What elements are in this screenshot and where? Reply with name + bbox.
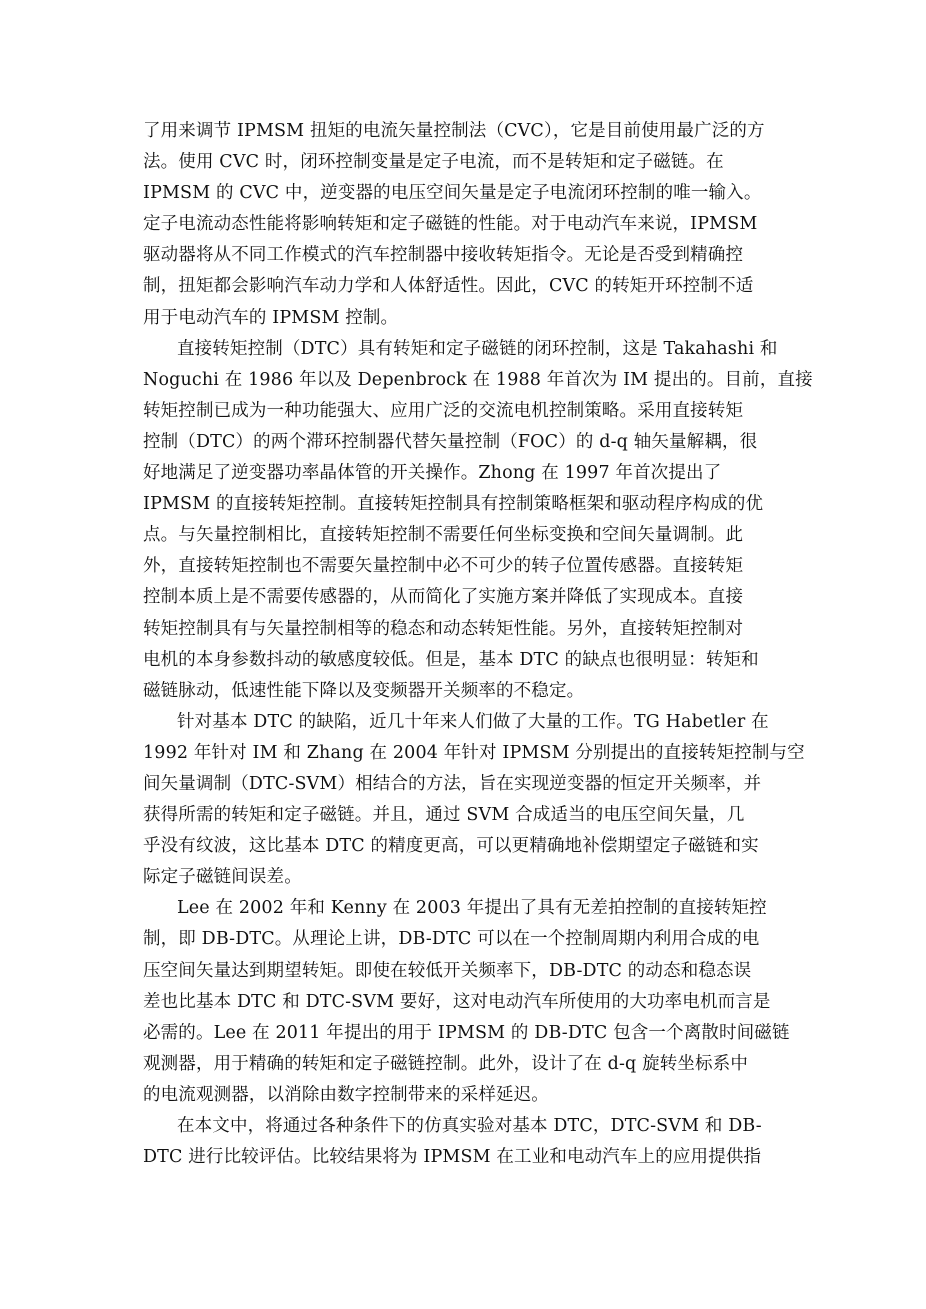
paragraph-line: 转矩控制已成为一种功能强大、应用广泛的交流电机控制策略。采用直接转矩 <box>143 400 744 421</box>
paragraph-line: 际定子磁链间误差。 <box>143 867 302 888</box>
paragraph-line: 点。与矢量控制相比，直接转矩控制不需要任何坐标变换和空间矢量调制。此 <box>143 525 744 546</box>
paragraph-line: 电机的本身参数抖动的敏感度较低。但是，基本 DTC 的缺点也很明显：转矩和 <box>143 649 759 670</box>
paragraph-line: 在本文中，将通过各种条件下的仿真实验对基本 DTC，DTC-SVM 和 DB- <box>177 1116 762 1136</box>
paragraph-line: 磁链脉动，低速性能下降以及变频器开关频率的不稳定。 <box>143 680 585 701</box>
paragraph-line: 好地满足了逆变器功率晶体管的开关操作。Zhong 在 1997 年首次提出了 <box>143 463 722 484</box>
paragraph-line: 必需的。Lee 在 2011 年提出的用于 IPMSM 的 DB-DTC 包含一个离散时间磁链 <box>143 1022 790 1043</box>
paragraph-line: 外，直接转矩控制也不需要矢量控制中必不可少的转子位置传感器。直接转矩 <box>143 556 744 577</box>
paragraph-line: 驱动器将从不同工作模式的汽车控制器中接收转矩指令。无论是否受到精确控 <box>143 245 744 266</box>
paragraph-line: 定子电流动态性能将影响转矩和定子磁链的性能。对于电动汽车来说，IPMSM <box>143 214 758 235</box>
paragraph-line: 观测器，用于精确的转矩和定子磁链控制。此外，设计了在 d-q 旋转坐标系中 <box>143 1053 748 1074</box>
paragraph-line: 针对基本 DTC 的缺陷，近几十年来人们做了大量的工作。TG Habetler 在 <box>177 711 769 732</box>
paragraph-line: 控制（DTC）的两个滞环控制器代替矢量控制（FOC）的 d-q 轴矢量解耦，很 <box>143 431 758 452</box>
paragraph <box>143 1111 791 1173</box>
paragraph-line: 乎没有纹波，这比基本 DTC 的精度更高，可以更精确地补偿期望定子磁链和实 <box>143 836 759 857</box>
paragraph-line: 控制本质上是不需要传感器的，从而简化了实施方案并降低了实现成本。直接 <box>143 587 744 608</box>
paragraph-line: 法。使用 CVC 时，闭环控制变量是定子电流，而不是转矩和定子磁链。在 <box>143 152 724 173</box>
paragraph-line: Lee 在 2002 年和 Kenny 在 2003 年提出了具有无差拍控制的直接转矩控 <box>177 898 767 919</box>
paragraph-line: 了用来调节 IPMSM 扭矩的电流矢量控制法（CVC），它是目前使用最广泛的方 <box>143 121 765 141</box>
paragraph-line: DTC 进行比较评估。比较结果将为 IPMSM 在工业和电动汽车上的应用提供指 <box>143 1147 762 1168</box>
paragraph-line: 1992 年针对 IM 和 Zhang 在 2004 年针对 IPMSM 分别提出的直接转矩控制与空 <box>143 742 805 763</box>
paragraph-line: 直接转矩控制（DTC）具有转矩和定子磁链的闭环控制，这是 Takahashi 和 <box>177 338 778 359</box>
paragraph <box>143 334 813 707</box>
paragraph-line: 间矢量调制（DTC-SVM）相结合的方法，旨在实现逆变器的恒定开关频率，并 <box>143 773 762 794</box>
body-text <box>143 116 813 1173</box>
paragraph-line: IPMSM 的 CVC 中，逆变器的电压空间矢量是定子电流闭环控制的唯一输入。 <box>143 183 762 204</box>
paragraph-line: 获得所需的转矩和定子磁链。并且，通过 SVM 合成适当的电压空间矢量，几 <box>143 805 745 826</box>
paragraph-line: 制，扭矩都会影响汽车动力学和人体舒适性。因此，CVC 的转矩开环控制不适 <box>143 276 754 297</box>
paragraph-line: 压空间矢量达到期望转矩。即使在较低开关频率下，DB-DTC 的动态和稳态误 <box>143 960 752 981</box>
paragraph-line: 用于电动汽车的 IPMSM 控制。 <box>143 307 399 328</box>
paragraph-line: 的电流观测器，以消除由数字控制带来的采样延迟。 <box>143 1084 549 1105</box>
paragraph-line: 转矩控制具有与矢量控制相等的稳态和动态转矩性能。另外，直接转矩控制对 <box>143 618 744 639</box>
paragraph-line: IPMSM 的直接转矩控制。直接转矩控制具有控制策略框架和驱动程序构成的优 <box>143 494 764 515</box>
paragraph-line: 差也比基本 DTC 和 DTC-SVM 要好，这对电动汽车所使用的大功率电机而言是 <box>143 991 771 1012</box>
paragraph <box>143 893 791 1111</box>
paragraph <box>143 116 791 334</box>
paragraph-line: 制，即 DB-DTC。从理论上讲，DB-DTC 可以在一个控制周期内利用合成的电 <box>143 929 760 950</box>
paragraph-line: Noguchi 在 1986 年以及 Depenbrock 在 1988 年首次为 IM 提出的。目前，直接 <box>143 369 813 390</box>
paragraph <box>143 707 805 894</box>
